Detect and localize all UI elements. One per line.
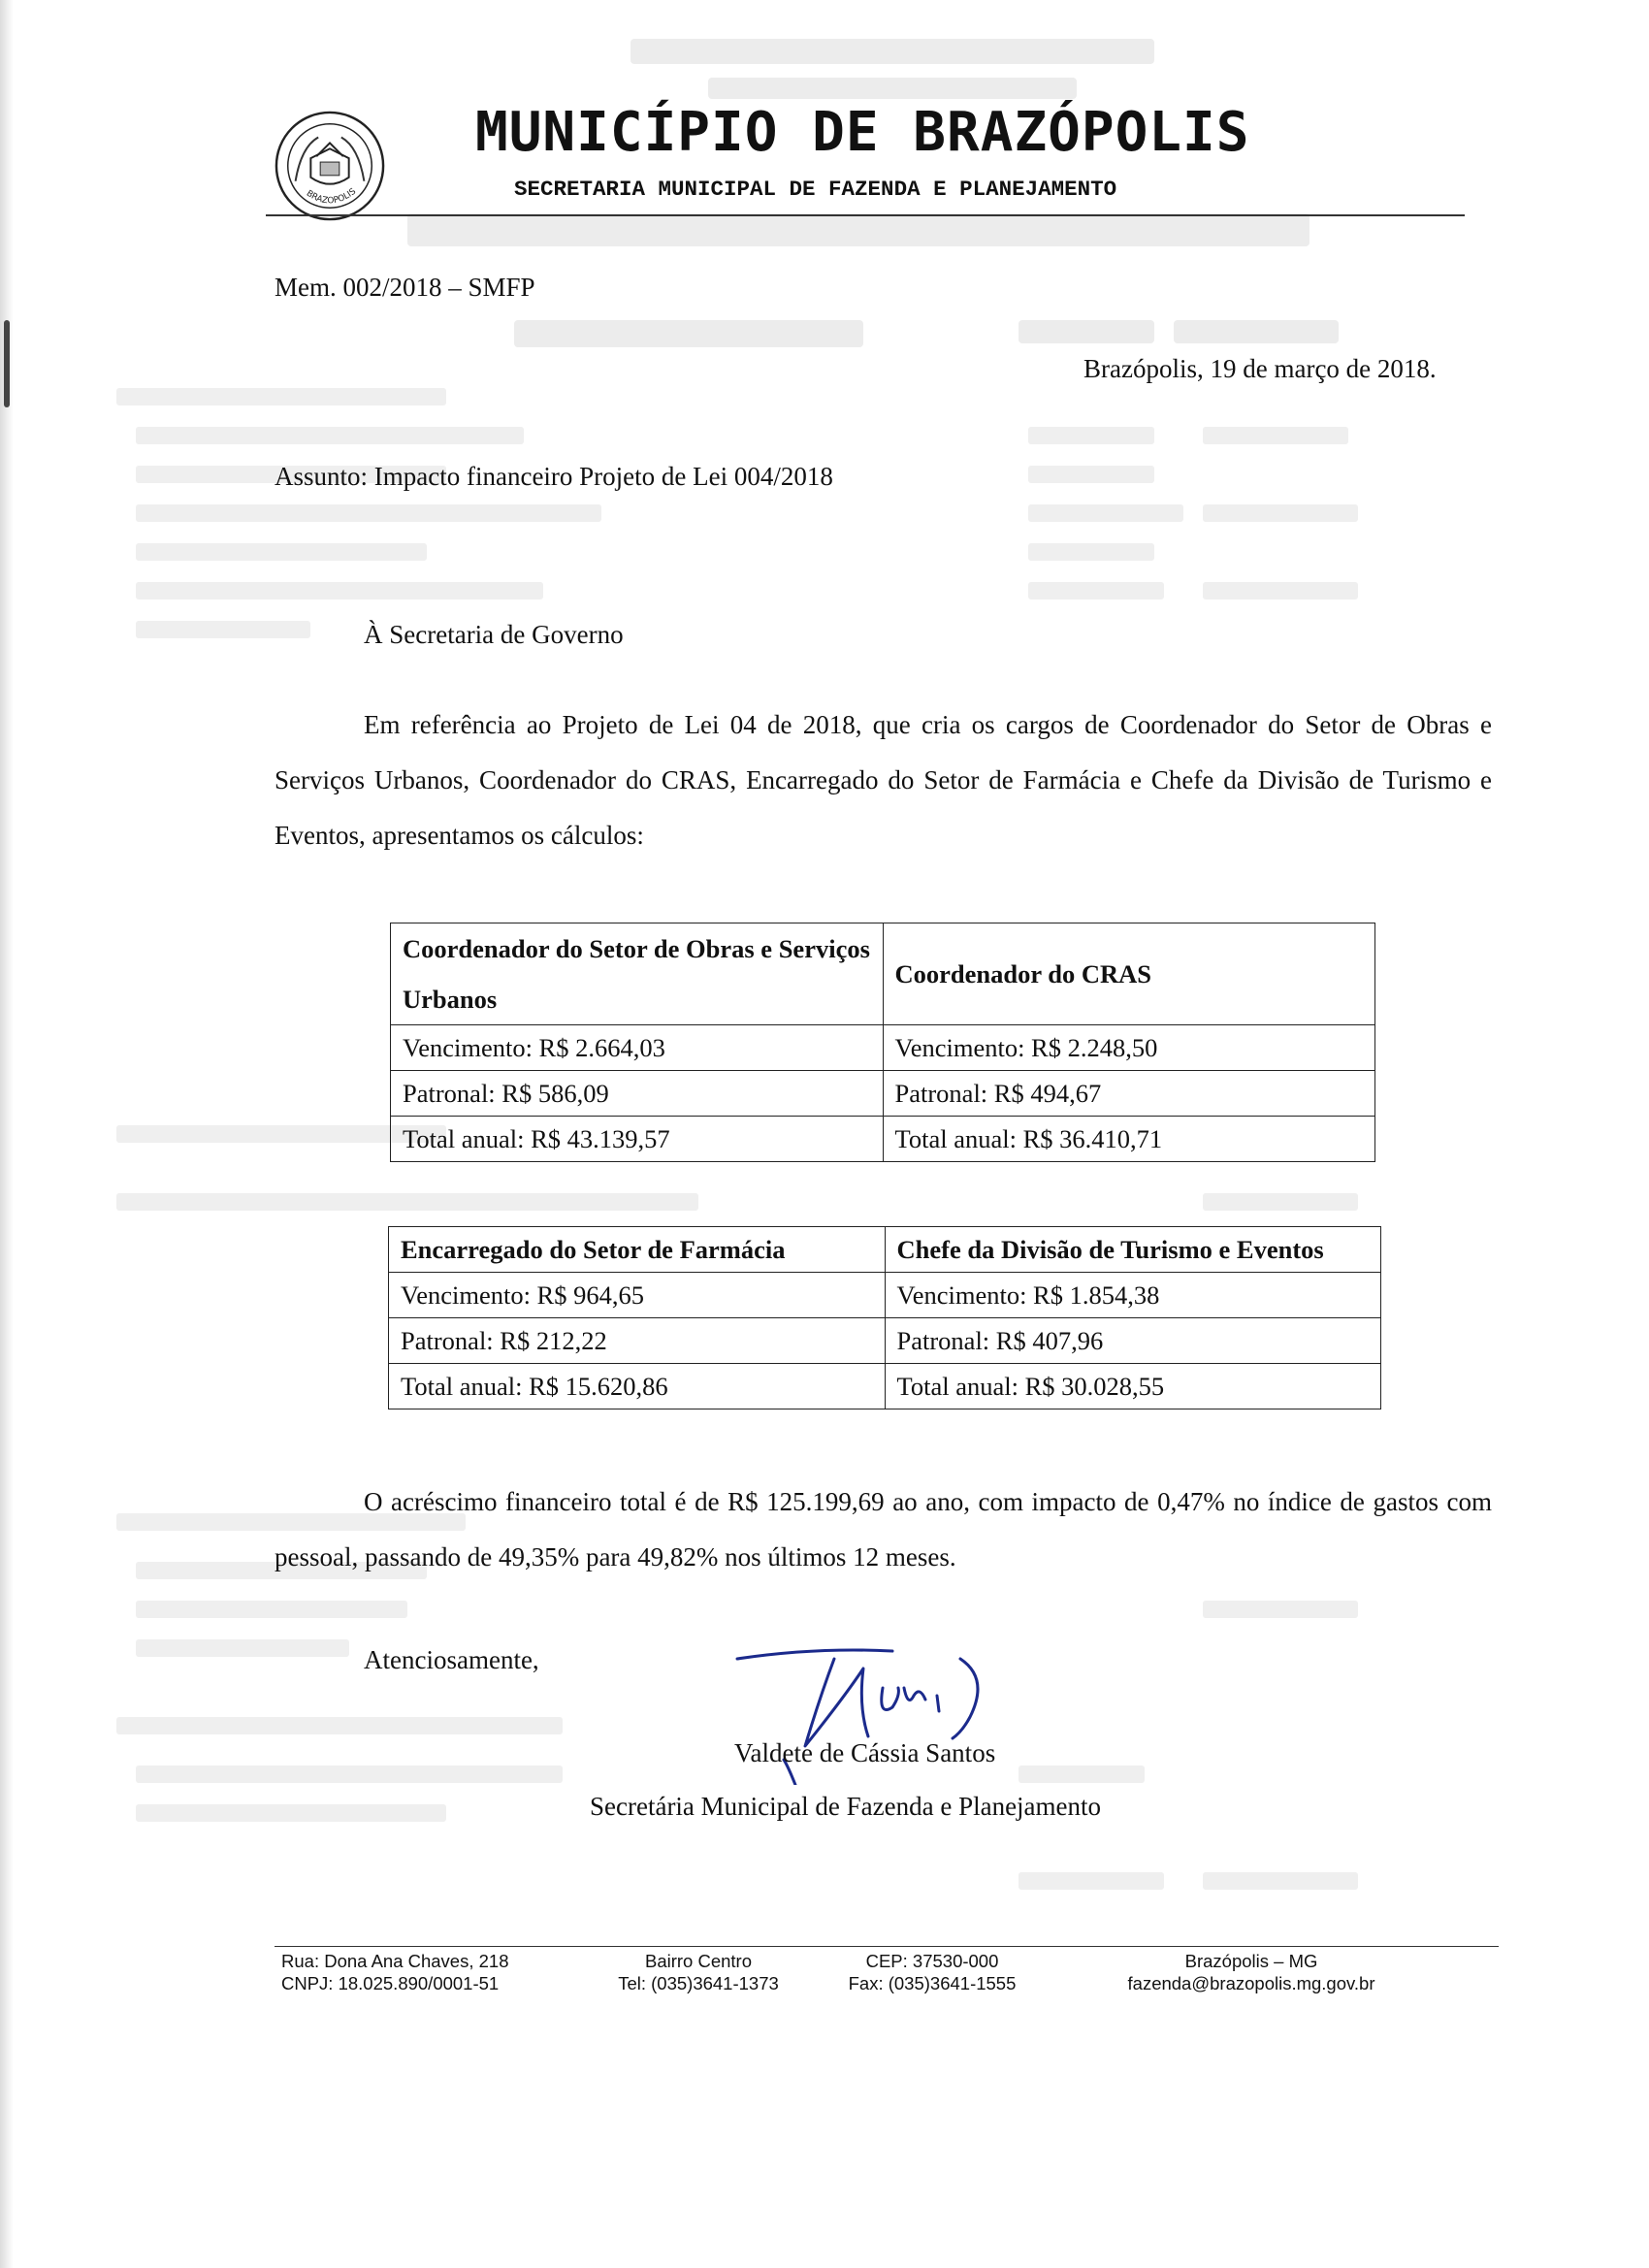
- header-coordenador-obras: Coordenador do Setor de Obras e Serviços Urbanos: [391, 923, 884, 1025]
- letterhead-rule: [266, 214, 1465, 216]
- footer-fax: Fax: (035)3641-1555: [848, 1973, 1017, 1993]
- municipal-seal-icon: [273, 109, 387, 223]
- closing: Atenciosamente,: [364, 1645, 539, 1674]
- patronal-obras: Patronal: R$ 586,09: [391, 1071, 884, 1117]
- footer-rule: [275, 1946, 1499, 1947]
- footer-address: Rua: Dona Ana Chaves, 218: [281, 1951, 509, 1971]
- vencimento-obras: Vencimento: R$ 2.664,03: [391, 1025, 884, 1071]
- footer-bairro: Bairro Centro: [644, 1951, 752, 1971]
- total-obras: Total anual: R$ 43.139,57: [391, 1117, 884, 1162]
- total-turismo: Total anual: R$ 30.028,55: [885, 1364, 1381, 1409]
- footer-tel: Tel: (035)3641-1373: [618, 1973, 779, 1993]
- header-coordenador-cras: Coordenador do CRAS: [883, 923, 1375, 1025]
- footer-city-block: [1106, 1950, 1397, 1994]
- seal-lettering: BRAZOPOLIS: [304, 186, 359, 207]
- footer-cep: CEP: 37530-000: [865, 1951, 999, 1971]
- header-encarregado-farmacia: Encarregado do Setor de Farmácia: [389, 1227, 886, 1273]
- footer-cep-block: [832, 1950, 1032, 1994]
- footer-email[interactable]: fazenda@brazopolis.mg.gov.br: [1127, 1973, 1375, 1993]
- staple-mark: [4, 320, 10, 407]
- footer-bairro-block: [603, 1950, 793, 1994]
- memo-number: Mem. 002/2018 – SMFP: [275, 273, 535, 302]
- memo-subject: Assunto: Impacto financeiro Projeto de Lei 004/2018: [275, 462, 833, 491]
- place-date: Brazópolis, 19 de março de 2018.: [1083, 354, 1437, 383]
- total-cras: Total anual: R$ 36.410,71: [883, 1117, 1375, 1162]
- signatory-name: Valdete de Cássia Santos: [734, 1738, 996, 1767]
- patronal-farmacia: Patronal: R$ 212,22: [389, 1318, 886, 1364]
- intro-paragraph: Em referência ao Projeto de Lei 04 de 2018, que cria os cargos de Coordenador do Setor de Obras e Serviços Urbanos, Coordenador do CRAS, Encarregado do Setor de Farmácia e Chefe da Divisão de Turismo e Eventos, apresentamos os cálculos:: [275, 710, 1492, 850]
- footer-city: Brazópolis – MG: [1184, 1951, 1318, 1971]
- calc-table-2: [388, 1226, 1381, 1409]
- memo-recipient: À Secretaria de Governo: [364, 620, 624, 649]
- footer-cnpj: CNPJ: 18.025.890/0001-51: [281, 1973, 500, 1993]
- vencimento-cras: Vencimento: R$ 2.248,50: [883, 1025, 1375, 1071]
- header-chefe-turismo: Chefe da Divisão de Turismo e Eventos: [885, 1227, 1381, 1273]
- patronal-cras: Patronal: R$ 494,67: [883, 1071, 1375, 1117]
- vencimento-turismo: Vencimento: R$ 1.854,38: [885, 1273, 1381, 1318]
- patronal-turismo: Patronal: R$ 407,96: [885, 1318, 1381, 1364]
- footer-address-block: [281, 1950, 509, 1994]
- signatory-role: Secretária Municipal de Fazenda e Planejamento: [590, 1792, 1102, 1821]
- calc-table-1: [390, 923, 1375, 1162]
- conclusion-paragraph: O acréscimo financeiro total é de R$ 125.199,69 ao ano, com impacto de 0,47% no índice de gastos com pessoal, passando de 49,35% para 49,82% nos últimos 12 meses.: [275, 1487, 1492, 1571]
- letterhead-subtitle: SECRETARIA MUNICIPAL DE FAZENDA E PLANEJAMENTO: [514, 177, 1117, 202]
- vencimento-farmacia: Vencimento: R$ 964,65: [389, 1273, 886, 1318]
- total-farmacia: Total anual: R$ 15.620,86: [389, 1364, 886, 1409]
- letterhead-title: MUNICÍPIO DE BRAZÓPOLIS: [475, 101, 1250, 164]
